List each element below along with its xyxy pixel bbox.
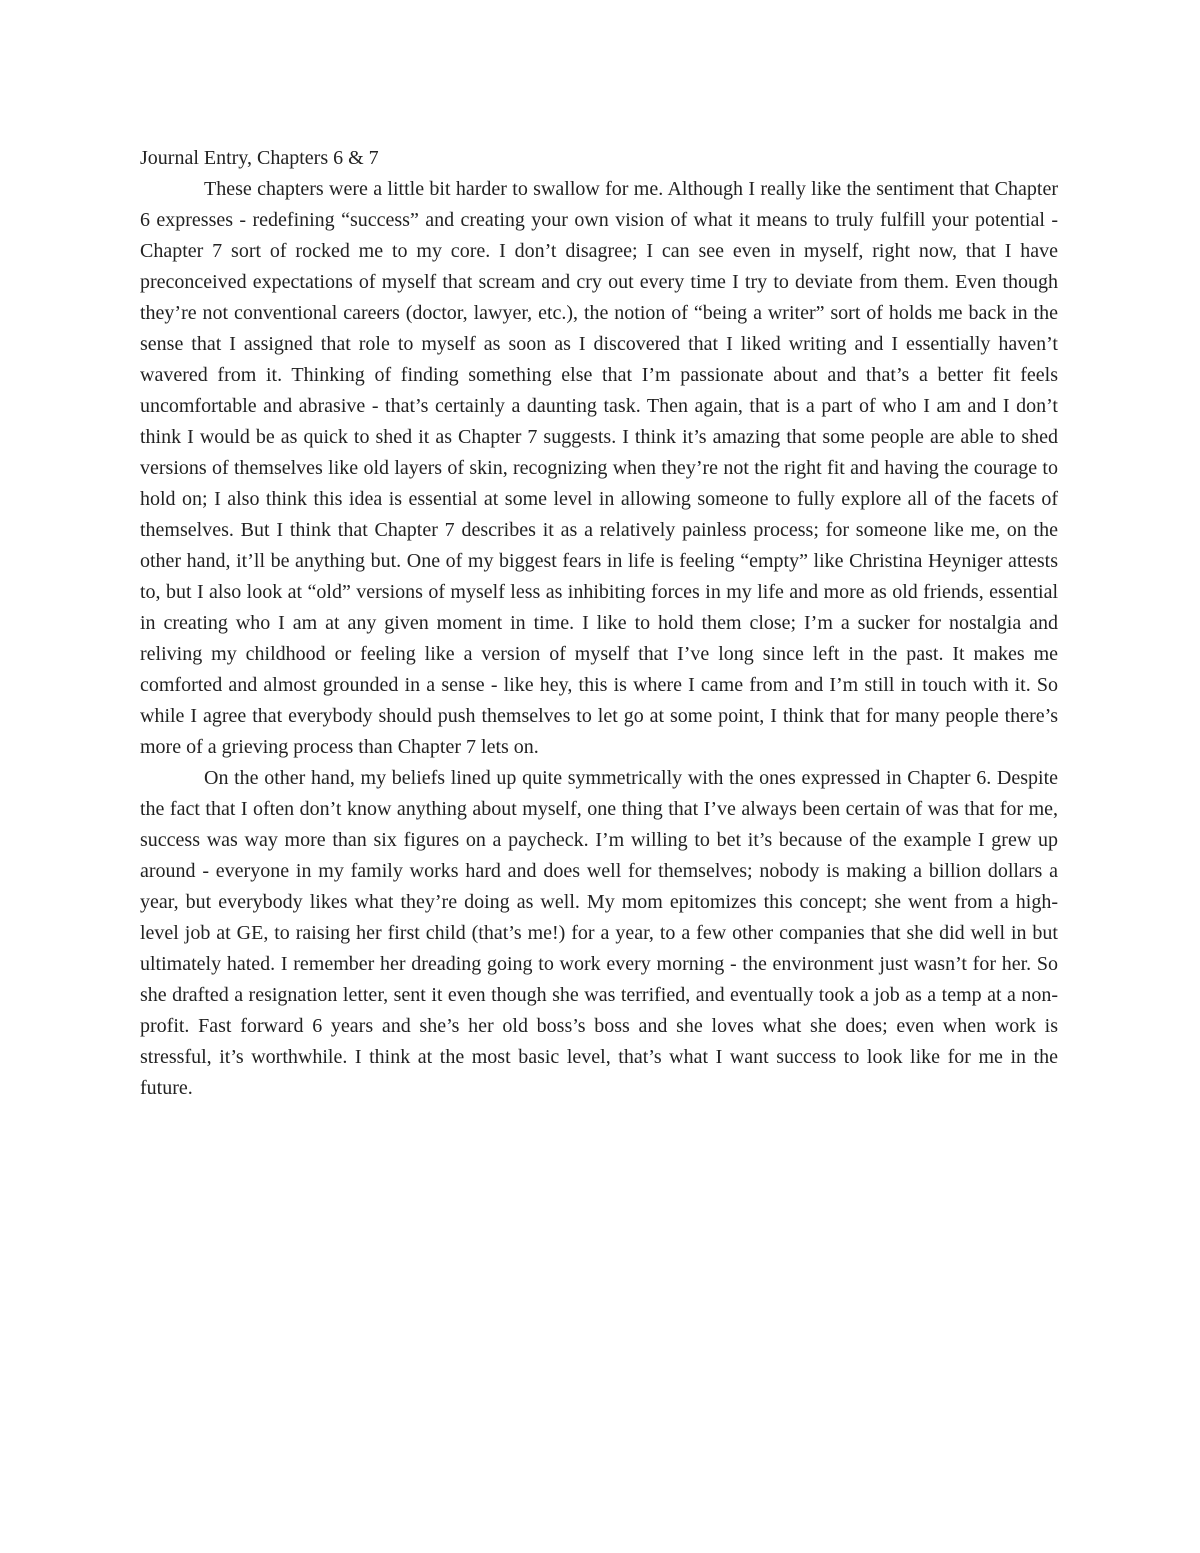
paragraph-1: These chapters were a little bit harder to swallow for me. Although I really like the sentiment that Chapter 6 expresses - redefining “success” and creating your own vision of what it means to truly fulfill your potential - Chapter 7 sort of rocked me to my core. I don’t disagree; I can see even in myself, right now, that I have preconceived expectations of myself that scream and cry out every time I try to deviate from them. Even though they’re not conventional careers (doctor, lawyer, etc.), the notion of “being a writer” sort of holds me back in the sense that I assigned that role to myself as soon as I discovered that I liked writing and I essentially haven’t wavered from it. Thinking of finding something else that I’m passionate about and that’s a better fit feels uncomfortable and abrasive - that’s certainly a daunting task. Then again, that is a part of who I am and I don’t think I would be as quick to shed it as Chapter 7 suggests. I think it’s amazing that some people are able to shed versions of themselves like old layers of skin, recognizing when they’re not the right fit and having the courage to hold on; I also think this idea is essential at some level in allowing someone to fully explore all of the facets of themselves. But I think that Chapter 7 describes it as a relatively painless process; for someone like me, on the other hand, it’ll be anything but. One of my biggest fears in life is feeling “empty” like Christina Heyniger attests to, but I also look at “old” versions of myself less as inhibiting forces in my life and more as old friends, essential in creating who I am at any given moment in time. I like to hold them close; I’m a sucker for nostalgia and reliving my childhood or feeling like a version of myself that I’ve long since left in the past. It makes me comforted and almost grounded in a sense - like hey, this is where I came from and I’m still in touch with it. So while I agree that everybody should push themselves to let go at some point, I think that for many people there’s more of a grieving process than Chapter 7 lets on. — [140, 178, 1058, 758]
document-body — [140, 143, 1058, 1104]
paragraph-2: On the other hand, my beliefs lined up quite symmetrically with the ones expressed in Chapter 6. Despite the fact that I often don’t know anything about myself, one thing that I’ve always been certain of was that for me, success was way more than six figures on a paycheck. I’m willing to bet it’s because of the example I grew up around - everyone in my family works hard and does well for themselves; nobody is making a billion dollars a year, but everybody likes what they’re doing as well. My mom epitomizes this concept; she went from a high-level job at GE, to raising her first child (that’s me!) for a year, to a few other companies that she did well in but ultimately hated. I remember her dreading going to work every morning - the environment just wasn’t for her. So she drafted a resignation letter, sent it even though she was terrified, and eventually took a job as a temp at a non-profit. Fast forward 6 years and she’s her old boss’s boss and she loves what she does; even when work is stressful, it’s worthwhile. I think at the most basic level, that’s what I want success to look like for me in the future. — [140, 767, 1058, 1099]
document-title: Journal Entry, Chapters 6 & 7 — [140, 147, 379, 169]
